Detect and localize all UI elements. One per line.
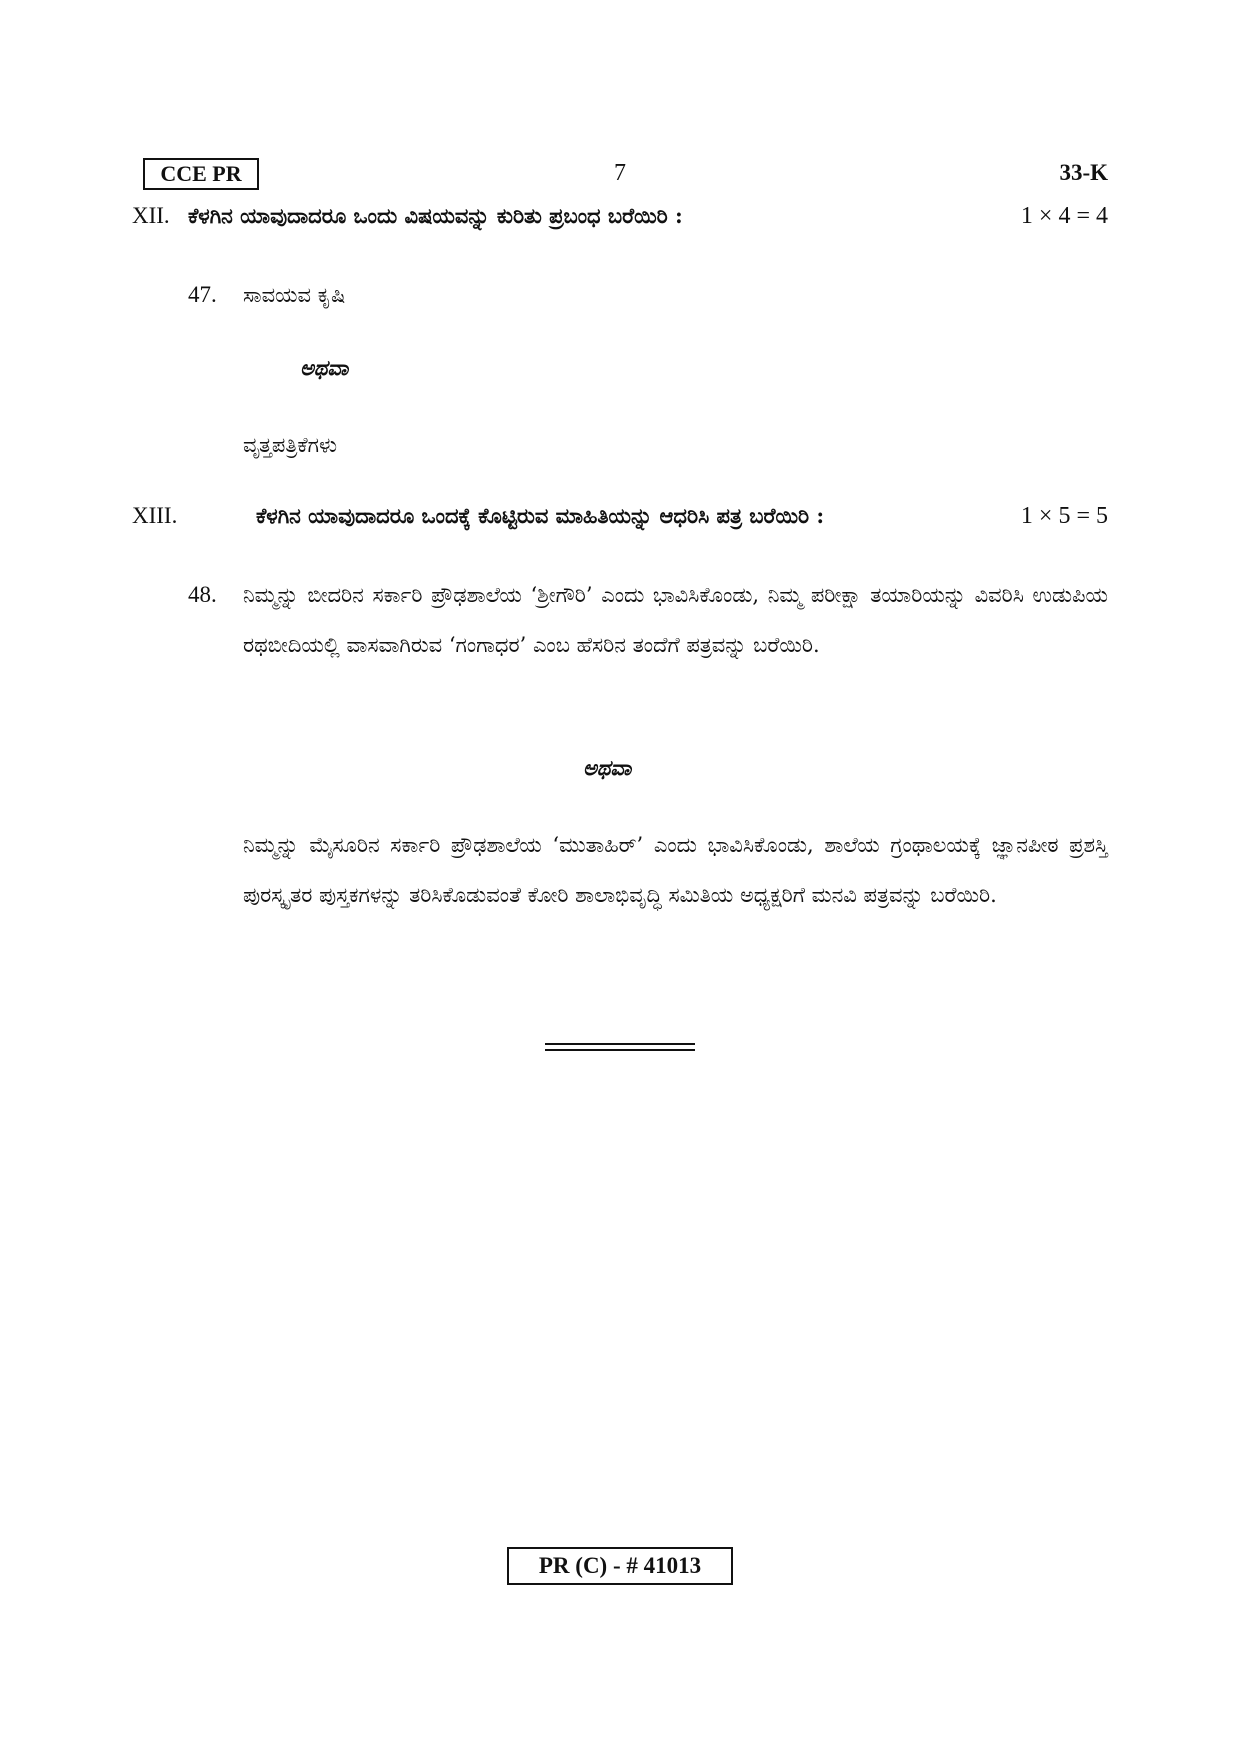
question-48-option-a: ನಿಮ್ಮನ್ನು ಬೀದರಿನ ಸರ್ಕಾರಿ ಪ್ರೌಢಶಾಲೆಯ ‘ಶ್ರೀಗೌರಿ’ ಎಂದು ಭಾವಿಸಿಕೊಂಡು, ನಿಮ್ಮ ಪರೀಕ್ಷಾ ತಯಾರಿಯನ್ನು ವಿವರಿಸಿ ಉಡುಪಿಯ ರಥಬೀದಿಯಲ್ಲಿ ವಾಸವಾಗಿರುವ ‘ಗಂಗಾಧರ’ ಎಂಬ ಹೆಸರಿನ ತಂದೆಗೆ ಪತ್ರವನ್ನು ಬರೆಯಿರಿ.: [243, 583, 1108, 657]
page-number: 7: [614, 160, 626, 186]
question-48-option-b: ನಿಮ್ಮನ್ನು ಮೈಸೂರಿನ ಸರ್ಕಾರಿ ಪ್ರೌಢಶಾಲೆಯ ‘ಮುತಾಹಿರ್’ ಎಂದು ಭಾವಿಸಿಕೊಂಡು, ಶಾಲೆಯ ಗ್ರಂಥಾಲಯಕ್ಕೆ ಜ್ಞಾನಪೀಠ ಪ್ರಶಸ್ತಿ ಪುರಸ್ಕೃತರ ಪುಸ್ತಕಗಳನ್ನು ತರಿಸಿಕೊಡುವಂತೆ ಕೋರಿ ಶಾಲಾಭಿವೃದ್ಧಿ ಸಮಿತಿಯ ಅಧ್ಯಕ್ಷರಿಗೆ ಮನವಿ ಪತ್ರವನ್ನು ಬರೆಯಿರಿ.: [243, 833, 1108, 907]
question-48-or-label: ಅಥವಾ: [583, 755, 632, 780]
question-47-or-label: ಅಥವಾ: [300, 355, 349, 380]
footer-code-box: PR (C) - # 41013: [507, 1547, 733, 1585]
section-xiii-marks: 1 × 5 = 5: [1020, 503, 1108, 529]
section-xiii-number: XIII.: [132, 503, 178, 528]
end-rule-top: [545, 1043, 695, 1045]
question-47-option-b: ವೃತ್ತಪತ್ರಿಕೆಗಳು: [243, 433, 338, 457]
question-47-option-a: ಸಾವಯವ ಕೃಷಿ: [243, 283, 346, 307]
header-code-box: CCE PR: [143, 158, 259, 190]
paper-code: 33-K: [1059, 160, 1108, 185]
section-xiii-title: ಕೆಳಗಿನ ಯಾವುದಾದರೂ ಒಂದಕ್ಕೆ ಕೊಟ್ಟಿರುವ ಮಾಹಿತಿಯನ್ನು ಆಧರಿಸಿ ಪತ್ರ ಬರೆಯಿರಿ :: [256, 503, 825, 528]
end-rule-bottom: [545, 1049, 695, 1051]
question-47-number: 47.: [188, 282, 217, 307]
section-xii-number: XII.: [132, 203, 170, 228]
section-xii-title: ಕೆಳಗಿನ ಯಾವುದಾದರೂ ಒಂದು ವಿಷಯವನ್ನು ಕುರಿತು ಪ್ರಬಂಧ ಬರೆಯಿರಿ :: [188, 203, 683, 228]
section-xii-marks: 1 × 4 = 4: [1020, 203, 1108, 229]
question-48-number: 48.: [188, 582, 217, 607]
